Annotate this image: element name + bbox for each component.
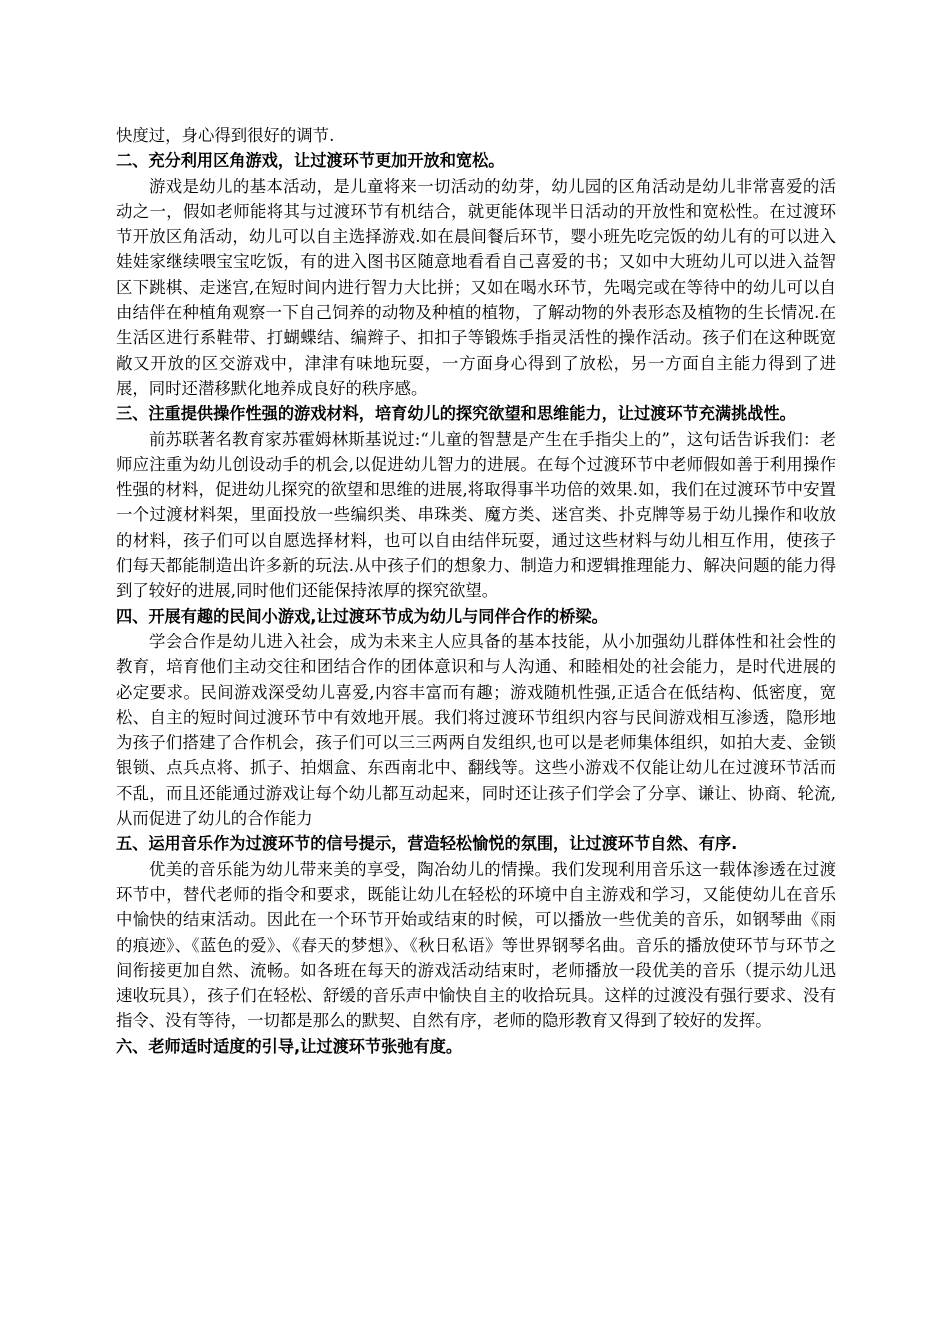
- section-heading-2: 二、充分利用区角游戏，让过渡环节更加开放和宽松。: [116, 151, 505, 171]
- section-heading-4: 四、开展有趣的民间小游戏,让过渡环节成为幼儿与同伴合作的桥梁。: [116, 606, 608, 626]
- paragraph-section-2: 游戏是幼儿的基本活动，是儿童将来一切活动的幼芽，幼儿园的区角活动是幼儿非常喜爱的活动之一，假如老师能将其与过渡环节有机结合，就更能体现半日活动的开放性和宽松性。在过渡环节开放区角活动，幼儿可以自主选择游戏.如在晨间餐后环节，婴小班先吃完饭的幼儿有的可以进入娃娃家继续喂宝宝吃饭，有的进入图书区随意地看看自己喜爱的书；又如中大班幼儿可以进入益智区下跳棋、走迷宫,在短时间内进行智力大比拼；又如在喝水环节，先喝完或在等待中的幼儿可以自由结伴在种植角观察一下自己饲养的动物及种植的植物，了解动物的外表形态及植物的生长情况.在生活区进行系鞋带、打蝴蝶结、编辫子、扣扣子等锻炼手指灵活性的操作活动。孩子们在这种既宽敞又开放的区交游戏中，津津有味地玩耍，一方面身心得到了放松，另一方面自主能力得到了进展，同时还潜移默化地养成良好的秩序感。: [116, 176, 836, 398]
- paragraph-section-4: 学会合作是幼儿进入社会，成为未来主人应具备的基本技能，从小加强幼儿群体性和社会性的教育，培育他们主动交往和团结合作的团体意识和与人沟通、和睦相处的社会能力，是时代进展的必定要求。民间游戏深受幼儿喜爱,内容丰富而有趣；游戏随机性强,正适合在低结构、低密度，宽松、自主的短时间过渡环节中有效地开展。我们将过渡环节组织内容与民间游戏相互渗透，隐形地为孩子们搭建了合作机会，孩子们可以三三两两自发组织,也可以是老师集体组织，如拍大麦、金锁银锁、点兵点将、抓子、拍烟盒、东西南北中、翻线等。这些小游戏不仅能让幼儿在过渡环节活而不乱，而且还能通过游戏让每个幼儿都互动起来，同时还让孩子们学会了分享、谦让、协商、轮流,从而促进了幼儿的合作能力: [116, 631, 836, 829]
- document-page: [116, 123, 836, 1059]
- paragraph-section-5: 优美的音乐能为幼儿带来美的享受，陶冶幼儿的情操。我们发现利用音乐这一载体渗透在过渡环节中，替代老师的指令和要求，既能让幼儿在轻松的环境中自主游戏和学习，又能使幼儿在音乐中愉快的结束活动。因此在一个环节开始或结束的时候，可以播放一些优美的音乐，如钢琴曲《雨的痕迹》、《蓝色的爱》、《春天的梦想》、《秋日私语》等世界钢琴名曲。音乐的播放使环节与环节之间衔接更加自然、流畅。如各班在每天的游戏活动结束时，老师播放一段优美的音乐（提示幼儿迅速收玩具），孩子们在轻松、舒缓的音乐声中愉快自主的收拾玩具。这样的过渡没有强行要求、没有指令、没有等待，一切都是那么的默契、自然有序，老师的隐形教育又得到了较好的发挥。: [116, 859, 836, 1031]
- paragraph-continuation: 快度过，身心得到很好的调节.: [116, 126, 335, 145]
- section-heading-5: 五、运用音乐作为过渡环节的信号提示，营造轻松愉悦的氛围，让过渡环节自然、有序.: [116, 834, 738, 854]
- section-heading-6: 六、老师适时适度的引导,让过渡环节张弛有度。: [116, 1036, 463, 1056]
- paragraph-section-3: 前苏联著名教育家苏霍姆林斯基说过:“儿童的智慧是产生在手指尖上的”，这句话告诉我们：老师应注重为幼儿创设动手的机会,以促进幼儿智力的进展。在每个过渡环节中老师假如善于利用操作性强的材料，促进幼儿探究的欲望和思维的进展,将取得事半功倍的效果.如，我们在过渡环节中安置一个过渡材料架，里面投放一些编织类、串珠类、魔方类、迷宫类、扑克牌等易于幼儿操作和收放的材料，孩子们可以自愿选择材料，也可以自由结伴玩耍，通过这些材料与幼儿相互作用，使孩子们每天都能制造出许多新的玩法.从中孩子们的想象力、制造力和逻辑推理能力、解决问题的能力得到了较好的进展,同时他们还能保持浓厚的探究欲望。: [116, 429, 836, 601]
- section-heading-3: 三、注重提供操作性强的游戏材料，培育幼儿的探究欲望和思维能力，让过渡环节充满挑战性。: [116, 404, 796, 424]
